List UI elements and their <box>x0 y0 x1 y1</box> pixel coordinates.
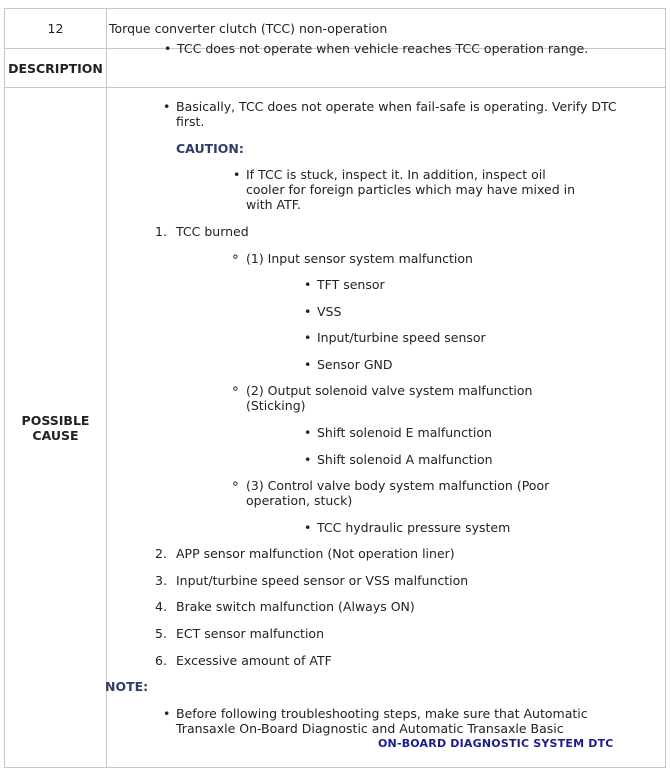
intro-line1: • Basically, TCC does not operate when fail-safe is operating. Verify DTC <box>176 99 617 114</box>
caution-line2: cooler for foreign particles which may have mixed in <box>246 182 576 197</box>
description-cell <box>107 41 666 88</box>
description-label: DESCRIPTION <box>5 49 107 88</box>
sub1-item: • Input/turbine speed sensor <box>317 330 486 345</box>
cause-item-1 <box>155 224 249 239</box>
cause-item-4 <box>155 599 415 614</box>
sub3-item: • TCC hydraulic pressure system <box>317 520 510 535</box>
sub2-label-line2: (Sticking) <box>246 398 306 413</box>
cause-item-number: 6. <box>155 653 167 668</box>
cause-item-number: 3. <box>155 573 167 588</box>
cause-item-text: Brake switch malfunction (Always ON) <box>176 599 415 614</box>
cause-item-text: TCC burned <box>176 224 249 239</box>
possible-cause-label-line2: CAUSE <box>32 427 79 443</box>
dtc-title: Torque converter clutch (TCC) non-operation <box>107 9 666 49</box>
cause-item-number: 1. <box>155 224 167 239</box>
sub2-label <box>246 383 532 413</box>
dtc-code: 12 <box>5 9 107 49</box>
cause-item-text: APP sensor malfunction (Not operation liner) <box>176 546 455 561</box>
cause-item-3 <box>155 573 469 588</box>
sub1-item: • Sensor GND <box>317 357 392 372</box>
intro-bullet <box>176 99 617 129</box>
caution-bullet <box>246 167 575 212</box>
sub3-label <box>246 478 549 508</box>
possible-cause-label-line1: POSSIBLE <box>21 412 90 428</box>
sub1-label: ∘ (1) Input sensor system malfunction <box>246 251 473 266</box>
sub2-item: • Shift solenoid E malfunction <box>317 425 492 440</box>
sub1-item: • VSS <box>317 304 341 319</box>
caution-label: CAUTION: <box>176 141 244 156</box>
note-line1: • Before following troubleshooting steps, make sure that Automatic <box>176 706 588 721</box>
cause-item-number: 5. <box>155 626 167 641</box>
sub3-label-line2: operation, stuck) <box>246 493 353 508</box>
cause-item-6 <box>155 653 332 668</box>
sub1-item: • TFT sensor <box>317 277 385 292</box>
cause-item-text: ECT sensor malfunction <box>176 626 325 641</box>
sub2-item: • Shift solenoid A malfunction <box>317 452 493 467</box>
note-bullet <box>176 706 588 736</box>
cause-item-text: Input/turbine speed sensor or VSS malfunction <box>176 573 469 588</box>
cause-item-2 <box>155 546 455 561</box>
possible-cause-label <box>5 88 107 768</box>
sub2-label-line1: ∘ (2) Output solenoid valve system malfunction <box>246 383 533 398</box>
cause-item-5 <box>155 626 325 641</box>
page-footer: ON-BOARD DIAGNOSTIC SYSTEM DTC <box>378 737 614 750</box>
description-row <box>5 49 666 88</box>
intro-line2: first. <box>176 114 205 129</box>
cause-item-number: 4. <box>155 599 167 614</box>
caution-line1: • If TCC is stuck, inspect it. In addition, inspect oil <box>246 167 546 182</box>
note-label: NOTE: <box>105 679 149 694</box>
cause-item-number: 2. <box>155 546 167 561</box>
sub3-label-line1: ∘ (3) Control valve body system malfunction (Poor <box>246 478 550 493</box>
caution-line3: with ATF. <box>246 197 301 212</box>
cause-item-text: Excessive amount of ATF <box>176 653 332 668</box>
note-line2: Transaxle On-Board Diagnostic and Automatic Transaxle Basic <box>176 721 564 736</box>
description-text: • TCC does not operate when vehicle reaches TCC operation range. <box>177 41 588 56</box>
